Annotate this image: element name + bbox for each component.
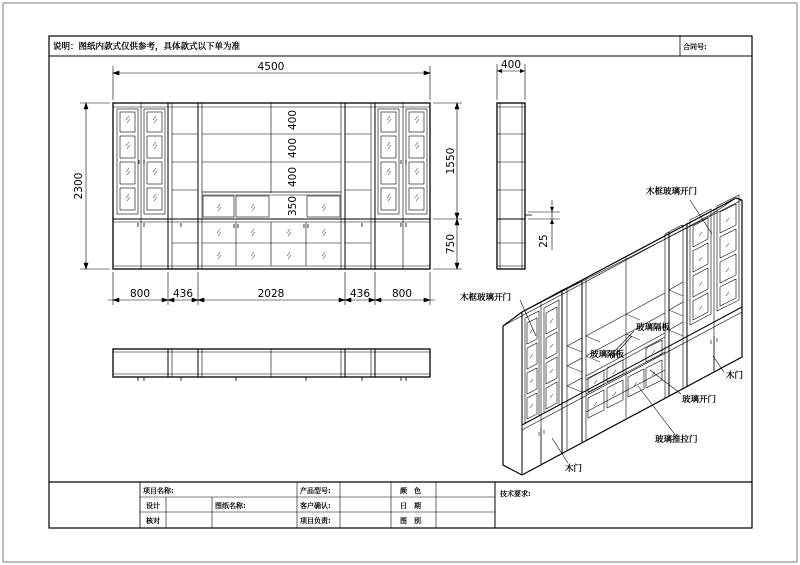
tb-project-name: 项目名称: [143, 487, 174, 495]
tb-color: 颜 色 [400, 487, 421, 495]
dim-shelf-2: 400 [287, 137, 299, 159]
tb-project-lead: 项目负责: [300, 517, 331, 525]
dim-total-height: 2300 [73, 172, 85, 200]
plan-view [113, 349, 430, 381]
dim-shelf-3: 400 [287, 166, 299, 188]
tb-drawing-name: 图纸名称: [215, 502, 246, 510]
outer-border [3, 3, 797, 562]
dim-plinth: 25 [538, 234, 550, 248]
dim-depth: 400 [500, 59, 522, 71]
tb-design: 设计 [146, 502, 160, 510]
callout-wood-door-right: 木门 [726, 371, 744, 381]
tb-date: 日 期 [400, 502, 421, 510]
drawing-border [49, 36, 752, 528]
side-elevation [497, 64, 560, 269]
dim-total-width: 4500 [257, 61, 285, 73]
dim-lower-height: 750 [445, 233, 457, 255]
tb-review: 核对 [146, 517, 160, 525]
dim-shelf-1: 400 [287, 109, 299, 131]
dim-seg-5: 800 [391, 288, 413, 300]
tb-tech-requirements: 技术要求: [500, 490, 531, 498]
contract-number-label: 合同号: [683, 43, 707, 51]
dim-upper-height: 1550 [445, 147, 457, 175]
callout-wood-door-left: 木门 [565, 464, 583, 474]
callout-glass-shelf-a: 玻璃隔板 [636, 323, 671, 333]
callout-glass-sliding-door: 玻璃推拉门 [655, 435, 698, 445]
tb-drawing-no: 图 别 [400, 517, 421, 525]
callout-glass-shelf-b: 玻璃隔板 [590, 350, 625, 360]
tb-product-model: 产品型号: [300, 487, 331, 495]
drawing-note: 说明：图纸内款式仅供参考，具体款式以下单为准 [53, 42, 241, 52]
cabinet-outline [113, 103, 430, 269]
front-elevation [113, 103, 430, 269]
dim-seg-1: 800 [129, 288, 151, 300]
callout-wood-frame-glass-door-left: 木框玻璃开门 [460, 293, 512, 303]
tb-client-confirm: 客户确认: [300, 502, 331, 510]
dim-seg-2: 436 [172, 288, 194, 300]
callout-glass-swing-door: 玻璃开门 [682, 395, 717, 405]
dim-seg-4: 436 [349, 288, 371, 300]
callout-wood-frame-glass-door-right: 木框玻璃开门 [646, 187, 698, 197]
dim-seg-3: 2028 [257, 288, 285, 300]
dim-shelf-4: 350 [287, 195, 299, 217]
